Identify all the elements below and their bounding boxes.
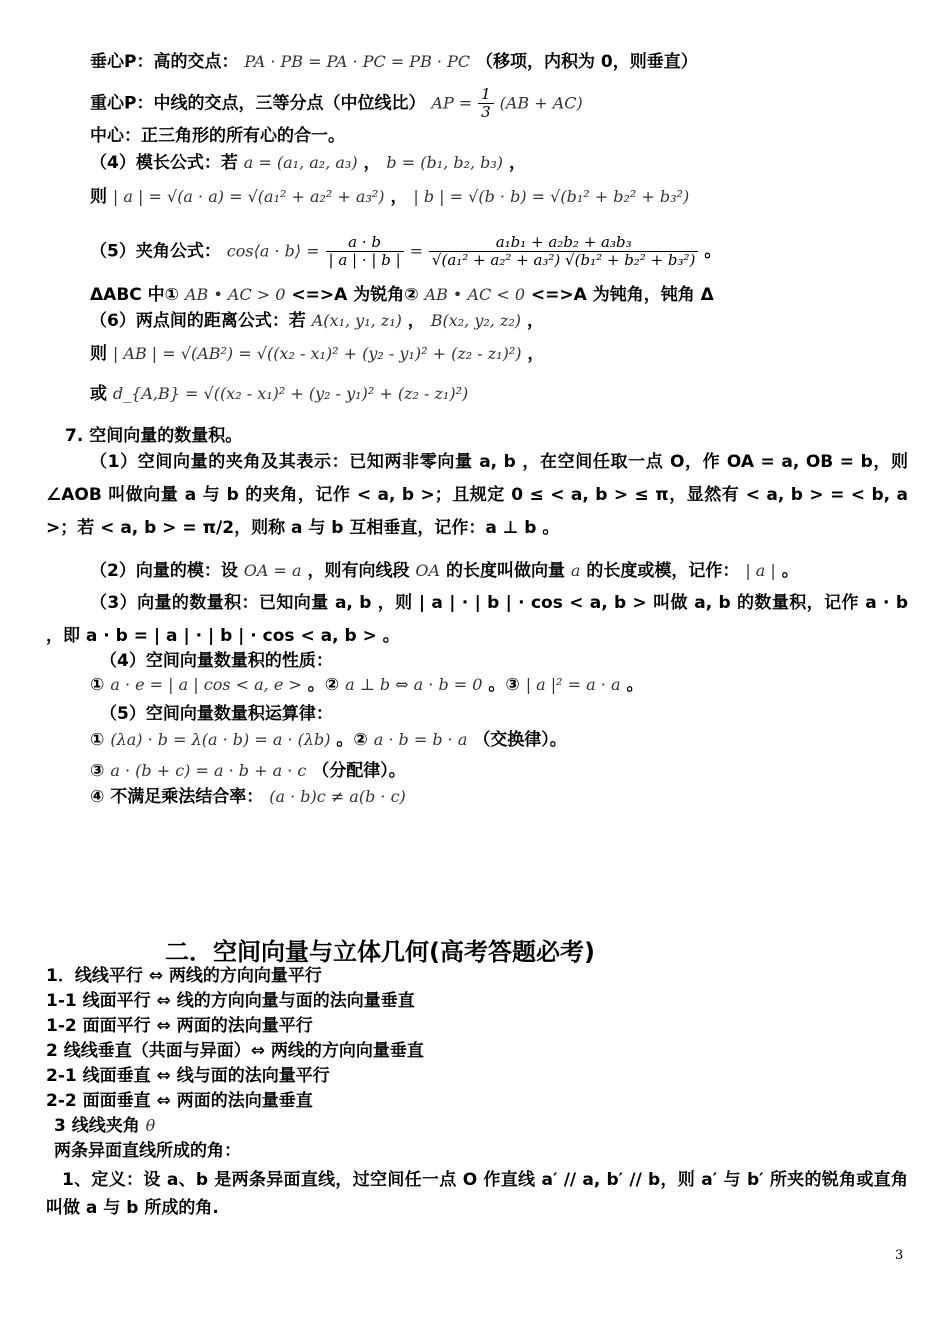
vector-b-coords: b = (b₁, b₂, b₃): [386, 153, 504, 172]
comma: ，: [363, 153, 381, 173]
cosine-fraction-2-denominator: √(a₁² + a₂² + a₃²) √(b₁² + b₂² + b₃²): [431, 251, 696, 269]
rule-line-parallel: 1．线线平行 ⇔ 两线的方向向量平行: [46, 966, 322, 986]
comma: ，: [407, 311, 425, 331]
centroid-fraction: [478, 86, 494, 121]
acute-condition: AB • AC > 0: [184, 285, 286, 304]
point-b-coords: B(x₂, y₂, z₂): [430, 311, 522, 330]
line-angle-heading: [54, 1115, 155, 1137]
vector-modulus-text-2: 的长度叫做向量: [446, 561, 565, 581]
orthocenter-formula: PA · PB = PA · PC = PB · PC: [244, 52, 471, 71]
center-line: 中心：正三角形的所有心的合一。: [90, 126, 345, 146]
dot-product-paragraph: （3）向量的数量积：已知向量 a, b ，则 | a | · | b | · cos < a, b > 叫做 a, b 的数量积，记作 a · b ，即 a · b = | a | · | b | · cos < a, b > 。: [46, 593, 908, 646]
triangle-angle-line: [90, 284, 714, 306]
skew-lines-definition: 1、定义：设 a、b 是两条异面直线，过空间任一点 O 作直线 a′ // a, b′ // b，则 a′ 与 b′ 所夹的锐角或直角叫做 a 与 b 所成的角.: [46, 1170, 908, 1218]
circled-three: ③: [90, 761, 105, 781]
centroid-label: 重心P：中线的交点，三等分点（中位线比）: [90, 93, 426, 114]
comma: ，: [390, 187, 408, 207]
vector-modulus-label: （2）向量的模：设: [90, 561, 238, 581]
distance-ab-formula: | AB | = √(AB²) = √((x₂ - x₁)² + (y₂ - y₁)² + (z₂ - z₁)²): [112, 344, 522, 363]
then-label: 则: [90, 187, 107, 207]
vector-modulus-text-1: ，则有向线段: [307, 561, 410, 581]
comma: ，: [527, 344, 545, 364]
distance-d-formula: d_{A,B} = √((x₂ - x₁)² + (y₂ - y₁)² + (z₂ - z₁)²): [112, 384, 469, 403]
angle-formula-label: （5）夹角公式：: [90, 241, 221, 262]
dot-product-laws-line-3: [90, 786, 406, 808]
circled-one: ①: [90, 730, 105, 750]
or-label: 或: [90, 384, 107, 404]
dot-product-laws-line-2: [90, 760, 406, 782]
then-label: 则: [90, 344, 107, 364]
period: 。: [626, 675, 644, 695]
line-angle-label: 3 线线夹角: [54, 1116, 140, 1136]
vector-a: a: [570, 561, 581, 580]
acute-text: <=>A 为锐角②: [291, 285, 419, 305]
segment-oa: OA: [415, 561, 441, 580]
non-associative-label: ④ 不满足乘法结合率：: [90, 787, 264, 807]
cosine-fraction-1-denominator: | a | · | b |: [328, 251, 401, 269]
centroid-formula-rhs: (AB + AC): [499, 93, 583, 113]
theta-symbol: θ: [145, 1116, 156, 1135]
cosine-fraction-2: [429, 234, 699, 269]
orthocenter-note: （移项，内积为 0，则垂直）: [476, 52, 698, 72]
period: 。: [781, 561, 799, 581]
centroid-formula-lhs: AP =: [431, 93, 473, 113]
scalar-law: (λa) · b = λ(a · b) = a · (λb): [110, 730, 331, 749]
section-2-heading: 二．空间向量与立体几何(高考答题必考): [165, 938, 595, 966]
vector-a-coords: a = (a₁, a₂, a₃): [243, 153, 358, 172]
distributive-law-label: （分配律）。: [312, 761, 406, 781]
distance-alt-line: [90, 383, 468, 405]
skew-lines-angle-title: 两条异面直线所成的角：: [54, 1141, 241, 1161]
cosine-lhs: cos⟨a · b⟩ =: [226, 241, 320, 261]
commutative-law: a · b = b · a: [373, 730, 468, 749]
modulus-notation: | a |: [745, 561, 776, 580]
page-number: 3: [895, 1248, 904, 1263]
comma: ，: [526, 311, 544, 331]
oa-equals-a: OA = a: [243, 561, 302, 580]
circled-two: 。②: [307, 675, 340, 695]
modulus-a-formula: | a | = √(a · a) = √(a₁² + a₂² + a₃²): [112, 187, 385, 206]
distance-label: （6）两点间的距离公式：若: [90, 311, 306, 331]
obtuse-text: <=>A 为钝角，钝角 Δ: [530, 285, 714, 305]
dot-product-laws-title: （5）空间向量数量积运算律：: [100, 704, 333, 724]
centroid-line: [90, 86, 583, 121]
modulus-label: （4）模长公式：若: [90, 153, 238, 173]
vector-angle-paragraph: （1）空间向量的夹角及其表示：已知两非零向量 a, b ，在空间任取一点 O，作 OA = a, OB = b，则 ∠AOB 叫做向量 a 与 b 的夹角，记作 < a, b >；且规定 0 ≤ < a, b > ≤ π，显然有 < a, b > = < b, a >；若 < a, b > = π/2，则称 a 与 b 互相垂直，记作：a ⊥ b 。: [46, 452, 908, 538]
point-a-coords: A(x₁, y₁, z₁): [311, 311, 402, 330]
dot-product-section-title: 7. 空间向量的数量积。: [65, 426, 243, 446]
centroid-fraction-numerator: 1: [478, 86, 494, 104]
modulus-formula-line: [90, 152, 526, 174]
dot-product-properties-line: [90, 674, 643, 696]
centroid-fraction-denominator: 3: [481, 103, 491, 121]
rule-line-plane-perpendicular: 2-1 线面垂直 ⇔ 线与面的法向量平行: [46, 1066, 330, 1086]
rule-plane-plane-parallel: 1-2 面面平行 ⇔ 两面的法向量平行: [46, 1016, 313, 1036]
modulus-result-line: [90, 186, 689, 208]
cosine-fraction-2-numerator: a₁b₁ + a₂b₂ + a₃b₃: [429, 234, 699, 252]
property-3: | a |² = a · a: [525, 675, 621, 694]
orthocenter-label: 垂心P：高的交点：: [90, 52, 239, 72]
circled-three: 。③: [488, 675, 520, 695]
cosine-fraction-1-numerator: a · b: [326, 234, 404, 252]
distance-result-line: [90, 343, 544, 365]
dot-product-properties-title: （4）空间向量数量积的性质：: [100, 651, 333, 671]
circled-two: 。②: [336, 730, 368, 750]
non-associative-formula: (a · b)c ≠ a(b · c): [269, 787, 406, 806]
property-2: a ⊥ b ⇔ a · b = 0: [345, 675, 483, 694]
property-1: a · e = | a | cos < a, e >: [110, 675, 302, 694]
vector-modulus-line: [90, 560, 799, 582]
obtuse-condition: AB • AC < 0: [424, 285, 525, 304]
orthocenter-line: [90, 51, 698, 73]
triangle-label: ΔABC 中①: [90, 285, 180, 305]
rule-line-plane-parallel: 1-1 线面平行 ⇔ 线的方向向量与面的法向量垂直: [46, 991, 415, 1011]
period: 。: [704, 241, 722, 262]
distance-formula-line: [90, 310, 544, 332]
vector-modulus-text-3: 的长度或模，记作：: [586, 561, 740, 581]
rule-line-perpendicular: 2 线线垂直（共面与异面）⇔ 两线的方向向量垂直: [46, 1041, 424, 1061]
dot-product-laws-line-1: [90, 729, 567, 751]
equals-sign: =: [409, 241, 423, 261]
distributive-law: a · (b + c) = a · b + a · c: [110, 761, 307, 780]
angle-formula-line: [90, 234, 721, 269]
cosine-fraction-1: [326, 234, 404, 269]
modulus-b-formula: | b | = √(b · b) = √(b₁² + b₂² + b₃²): [413, 187, 690, 206]
commutative-law-label: （交换律）。: [473, 730, 567, 750]
rule-plane-plane-perpendicular: 2-2 面面垂直 ⇔ 两面的法向量垂直: [46, 1091, 313, 1111]
circled-one: ①: [90, 675, 105, 695]
comma: ，: [508, 153, 526, 173]
